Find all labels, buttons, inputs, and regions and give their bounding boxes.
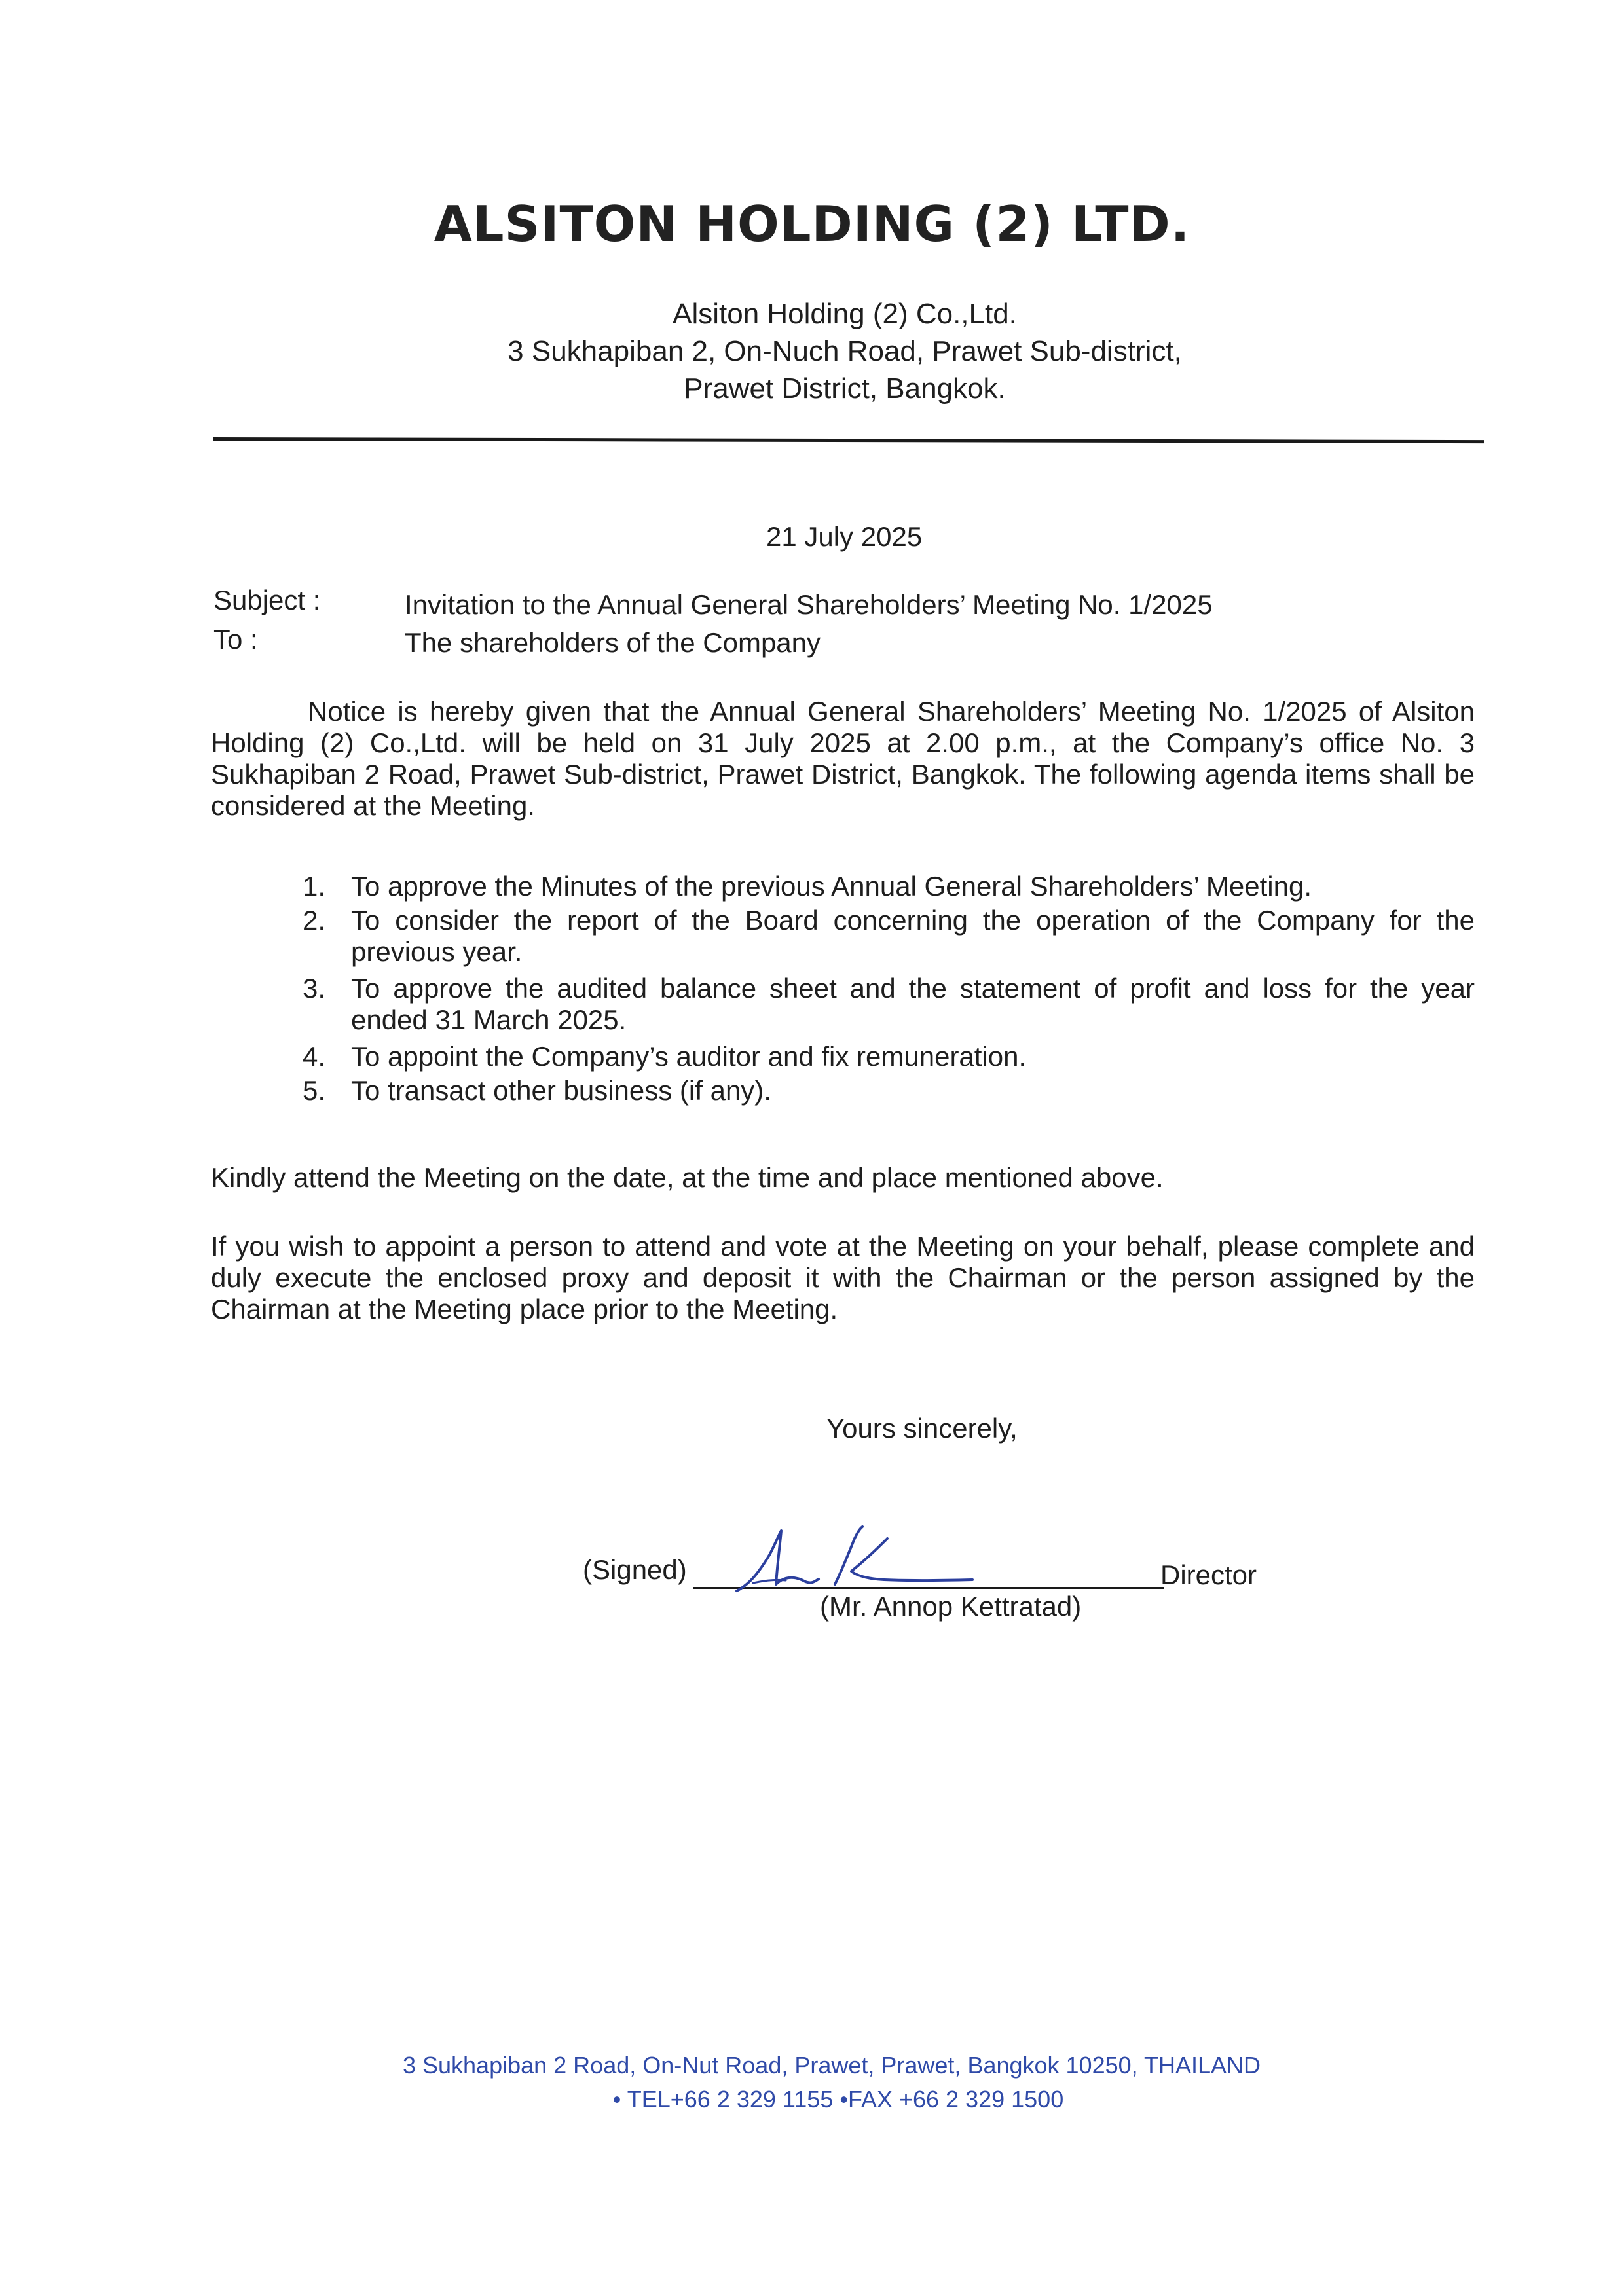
agenda-text: To approve the Minutes of the previous Annual General Shareholders’ Meeting. xyxy=(351,871,1312,902)
letterhead-address-line-2: 3 Sukhapiban 2, On-Nuch Road, Prawet Sub-district, xyxy=(507,335,1182,367)
agenda-number: 4. xyxy=(303,1041,326,1072)
closing-salutation: Yours sincerely, xyxy=(826,1413,1018,1444)
company-name: ALSITON HOLDING (2) LTD. xyxy=(434,195,1190,253)
signer-title: Director xyxy=(1160,1559,1257,1590)
agenda-number: 2. xyxy=(303,905,326,936)
to-value: The shareholders of the Company xyxy=(405,627,821,658)
agenda-text: To consider the report of the Board concerning the operation of the Company for the previous year. xyxy=(351,905,1475,967)
agenda-text: To transact other business (if any). xyxy=(351,1075,771,1106)
subject-value: Invitation to the Annual General Shareholders’ Meeting No. 1/2025 xyxy=(405,589,1213,620)
footer-address: 3 Sukhapiban 2 Road, On-Nut Road, Prawet, Prawet, Bangkok 10250, THAILAND xyxy=(402,2052,1261,2079)
letterhead-address-line-3: Prawet District, Bangkok. xyxy=(684,373,1006,405)
notice-paragraph: Notice is hereby given that the Annual General Shareholders’ Meeting No. 1/2025 of Alsiton Holding (2) Co.,Ltd. will be held on 31 July 2025 at 2.00 p.m., at the Company’s office No. 3 Sukhapiban 2 Road, Prawet Sub-district, Prawet District, Bangkok. The following agenda items shall be considered at the Meeting. xyxy=(211,696,1475,821)
agenda-number: 3. xyxy=(303,973,326,1004)
letterhead-address-line-1: Alsiton Holding (2) Co.,Ltd. xyxy=(673,298,1017,330)
subject-label: Subject : xyxy=(213,585,321,615)
proxy-paragraph: If you wish to appoint a person to attend and vote at the Meeting on your behalf, please complete and duly execute the enclosed proxy and deposit it with the Chairman or the person assigned by the Chairman at the Meeting place prior to the Meeting. xyxy=(211,1231,1475,1324)
signed-label: (Signed) xyxy=(583,1554,687,1585)
agenda-text: To approve the audited balance sheet and the statement of profit and loss for the year ended 31 March 2025. xyxy=(351,973,1475,1035)
letter-date: 21 July 2025 xyxy=(766,521,923,552)
attend-paragraph: Kindly attend the Meeting on the date, at the time and place mentioned above. xyxy=(211,1162,1164,1193)
header-divider xyxy=(213,437,1484,443)
agenda-number: 5. xyxy=(303,1075,326,1106)
to-label: To : xyxy=(213,624,258,655)
footer-contact: • TEL+66 2 329 1155 •FAX +66 2 329 1500 xyxy=(612,2086,1064,2113)
agenda-text: To appoint the Company’s auditor and fix remuneration. xyxy=(351,1041,1027,1072)
agenda-number: 1. xyxy=(303,871,326,902)
signer-name: (Mr. Annop Kettratad) xyxy=(820,1591,1082,1622)
